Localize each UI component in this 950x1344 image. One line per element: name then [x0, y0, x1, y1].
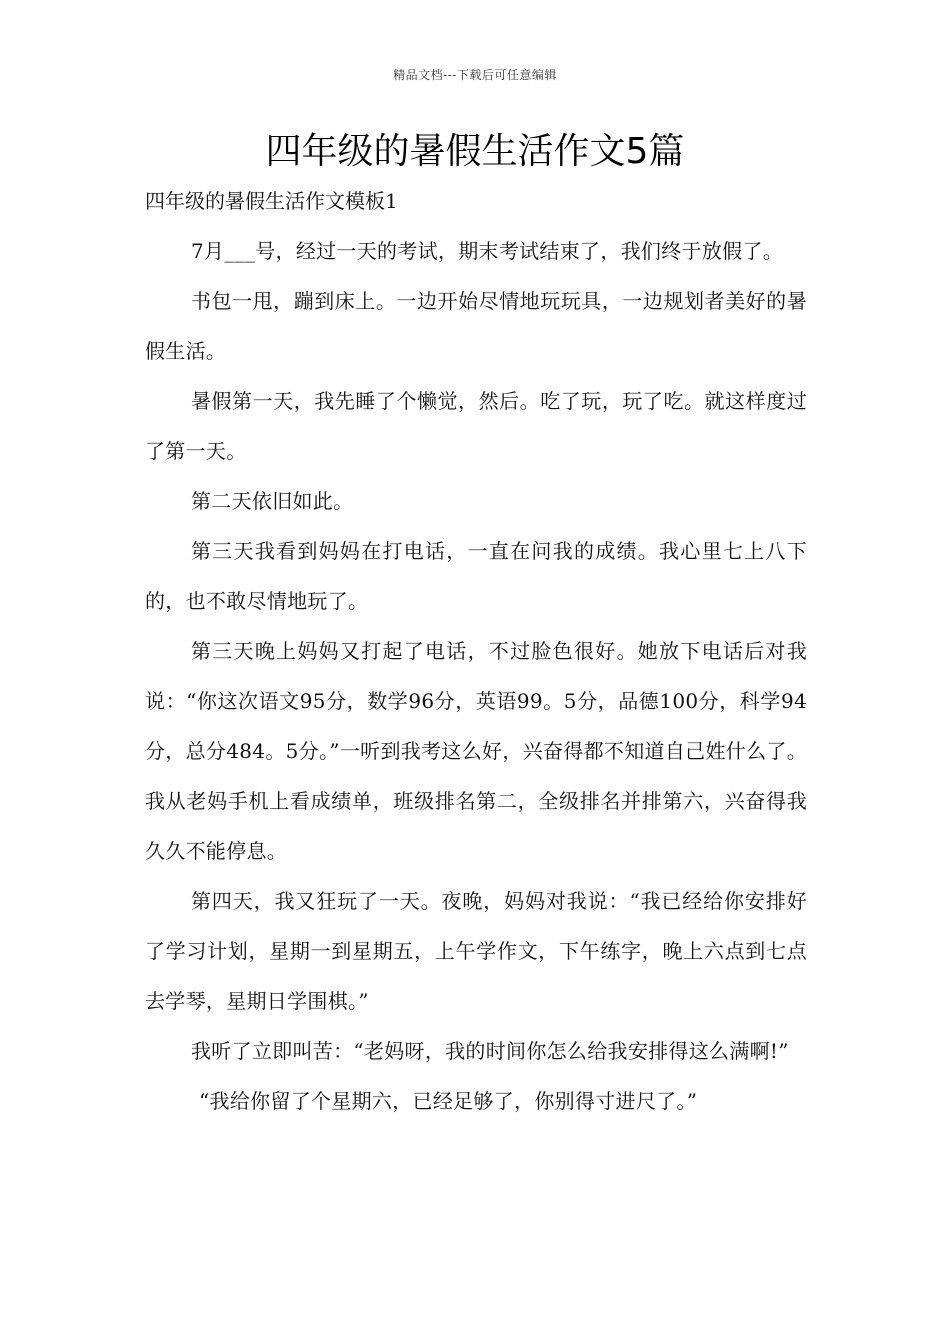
document-title: 四年级的暑假生活作文5篇 — [265, 131, 685, 172]
paragraph: 我听了立即叫苦：“老妈呀，我的时间你怎么给我安排得这么满啊!” — [191, 1039, 789, 1063]
paragraph: 第三天我看到妈妈在打电话，一直在问我的成绩。我心里七上八下的，也不敢尽情地玩了。 — [145, 539, 807, 613]
header-note: 精品文档---下载后可任意编辑 — [393, 68, 557, 82]
paragraph: 第二天依旧如此。 — [191, 489, 354, 513]
paragraph: 7月___号，经过一天的考试，期末考试结束了，我们终于放假了。 — [191, 239, 784, 263]
section-heading: 四年级的暑假生活作文模板1 — [145, 189, 398, 213]
paragraph: 暑假第一天，我先睡了个懒觉，然后。吃了玩，玩了吃。就这样度过了第一天。 — [145, 389, 807, 463]
paragraph: 第四天，我又狂玩了一天。夜晚，妈妈对我说：“我已经给你安排好了学习计划，星期一到星期五，上午学作文，下午练字，晚上六点到七点去学琴，星期日学围棋。” — [145, 889, 807, 1013]
paragraph: “我给你留了个星期六，已经足够了，你别得寸进尺了。” — [199, 1089, 698, 1113]
body-text — [145, 226, 807, 1126]
paragraph: 书包一甩，蹦到床上。一边开始尽情地玩玩具，一边规划者美好的暑假生活。 — [145, 289, 807, 363]
paragraph: 第三天晚上妈妈又打起了电话，不过脸色很好。她放下电话后对我说：“你这次语文95分，数学96分，英语99。5分，品德100分，科学94分，总分484。5分。”一听到我考这么好，兴奋得都不知道自己姓什么了。我从老妈手机上看成绩单，班级排名第二，全级排名并排第六，兴奋得我久久不能停息。 — [145, 639, 807, 863]
